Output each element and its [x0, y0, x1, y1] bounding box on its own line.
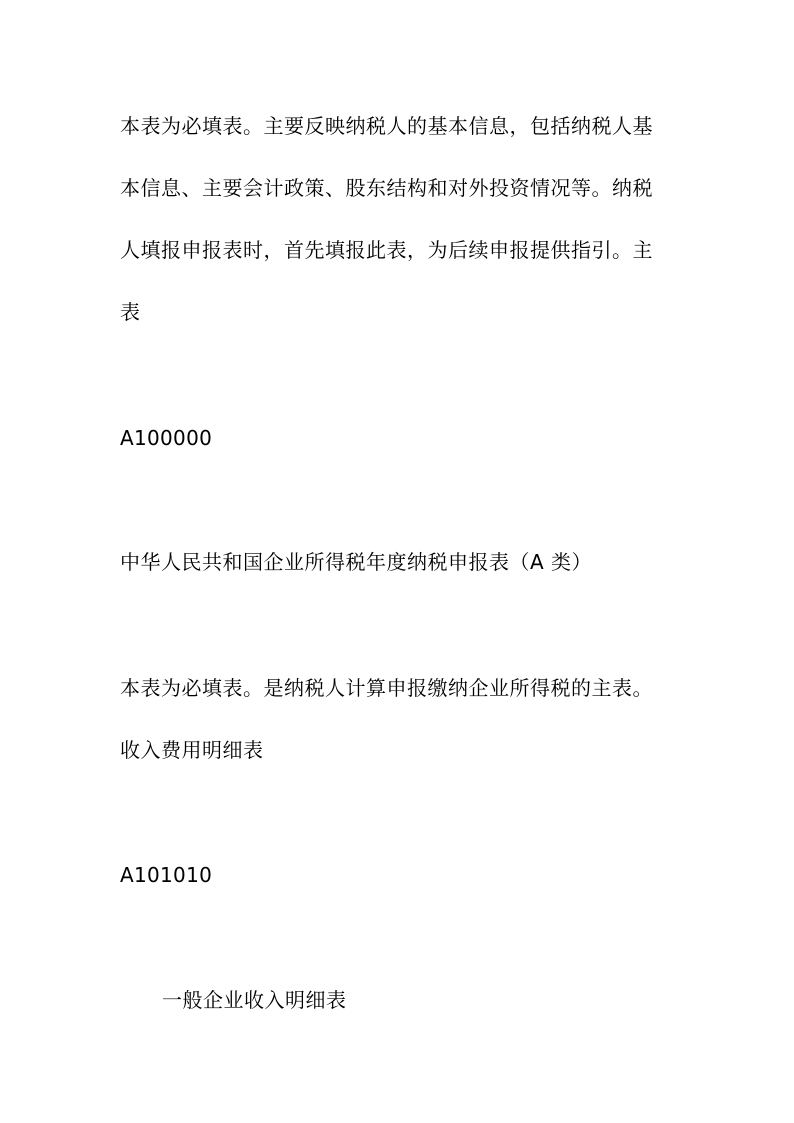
- intro-line-4: 表: [120, 300, 141, 324]
- intro-line-3: 人填报申报表时，首先填报此表，为后续申报提供指引。主: [120, 238, 653, 262]
- intro-line-1: 本表为必填表。主要反映纳税人的基本信息，包括纳税人基: [120, 114, 653, 138]
- form-code-main: A100000: [120, 426, 213, 450]
- form-title-income: 一般企业收入明细表: [162, 988, 347, 1012]
- form-description-main: 本表为必填表。是纳税人计算申报缴纳企业所得税的主表。: [120, 676, 653, 700]
- intro-line-2: 本信息、主要会计政策、股东结构和对外投资情况等。纳税: [120, 176, 653, 200]
- form-title-main: 中华人民共和国企业所得税年度纳税申报表（A 类）: [120, 550, 593, 574]
- section-heading: 收入费用明细表: [120, 738, 264, 762]
- form-code-income: A101010: [120, 863, 213, 887]
